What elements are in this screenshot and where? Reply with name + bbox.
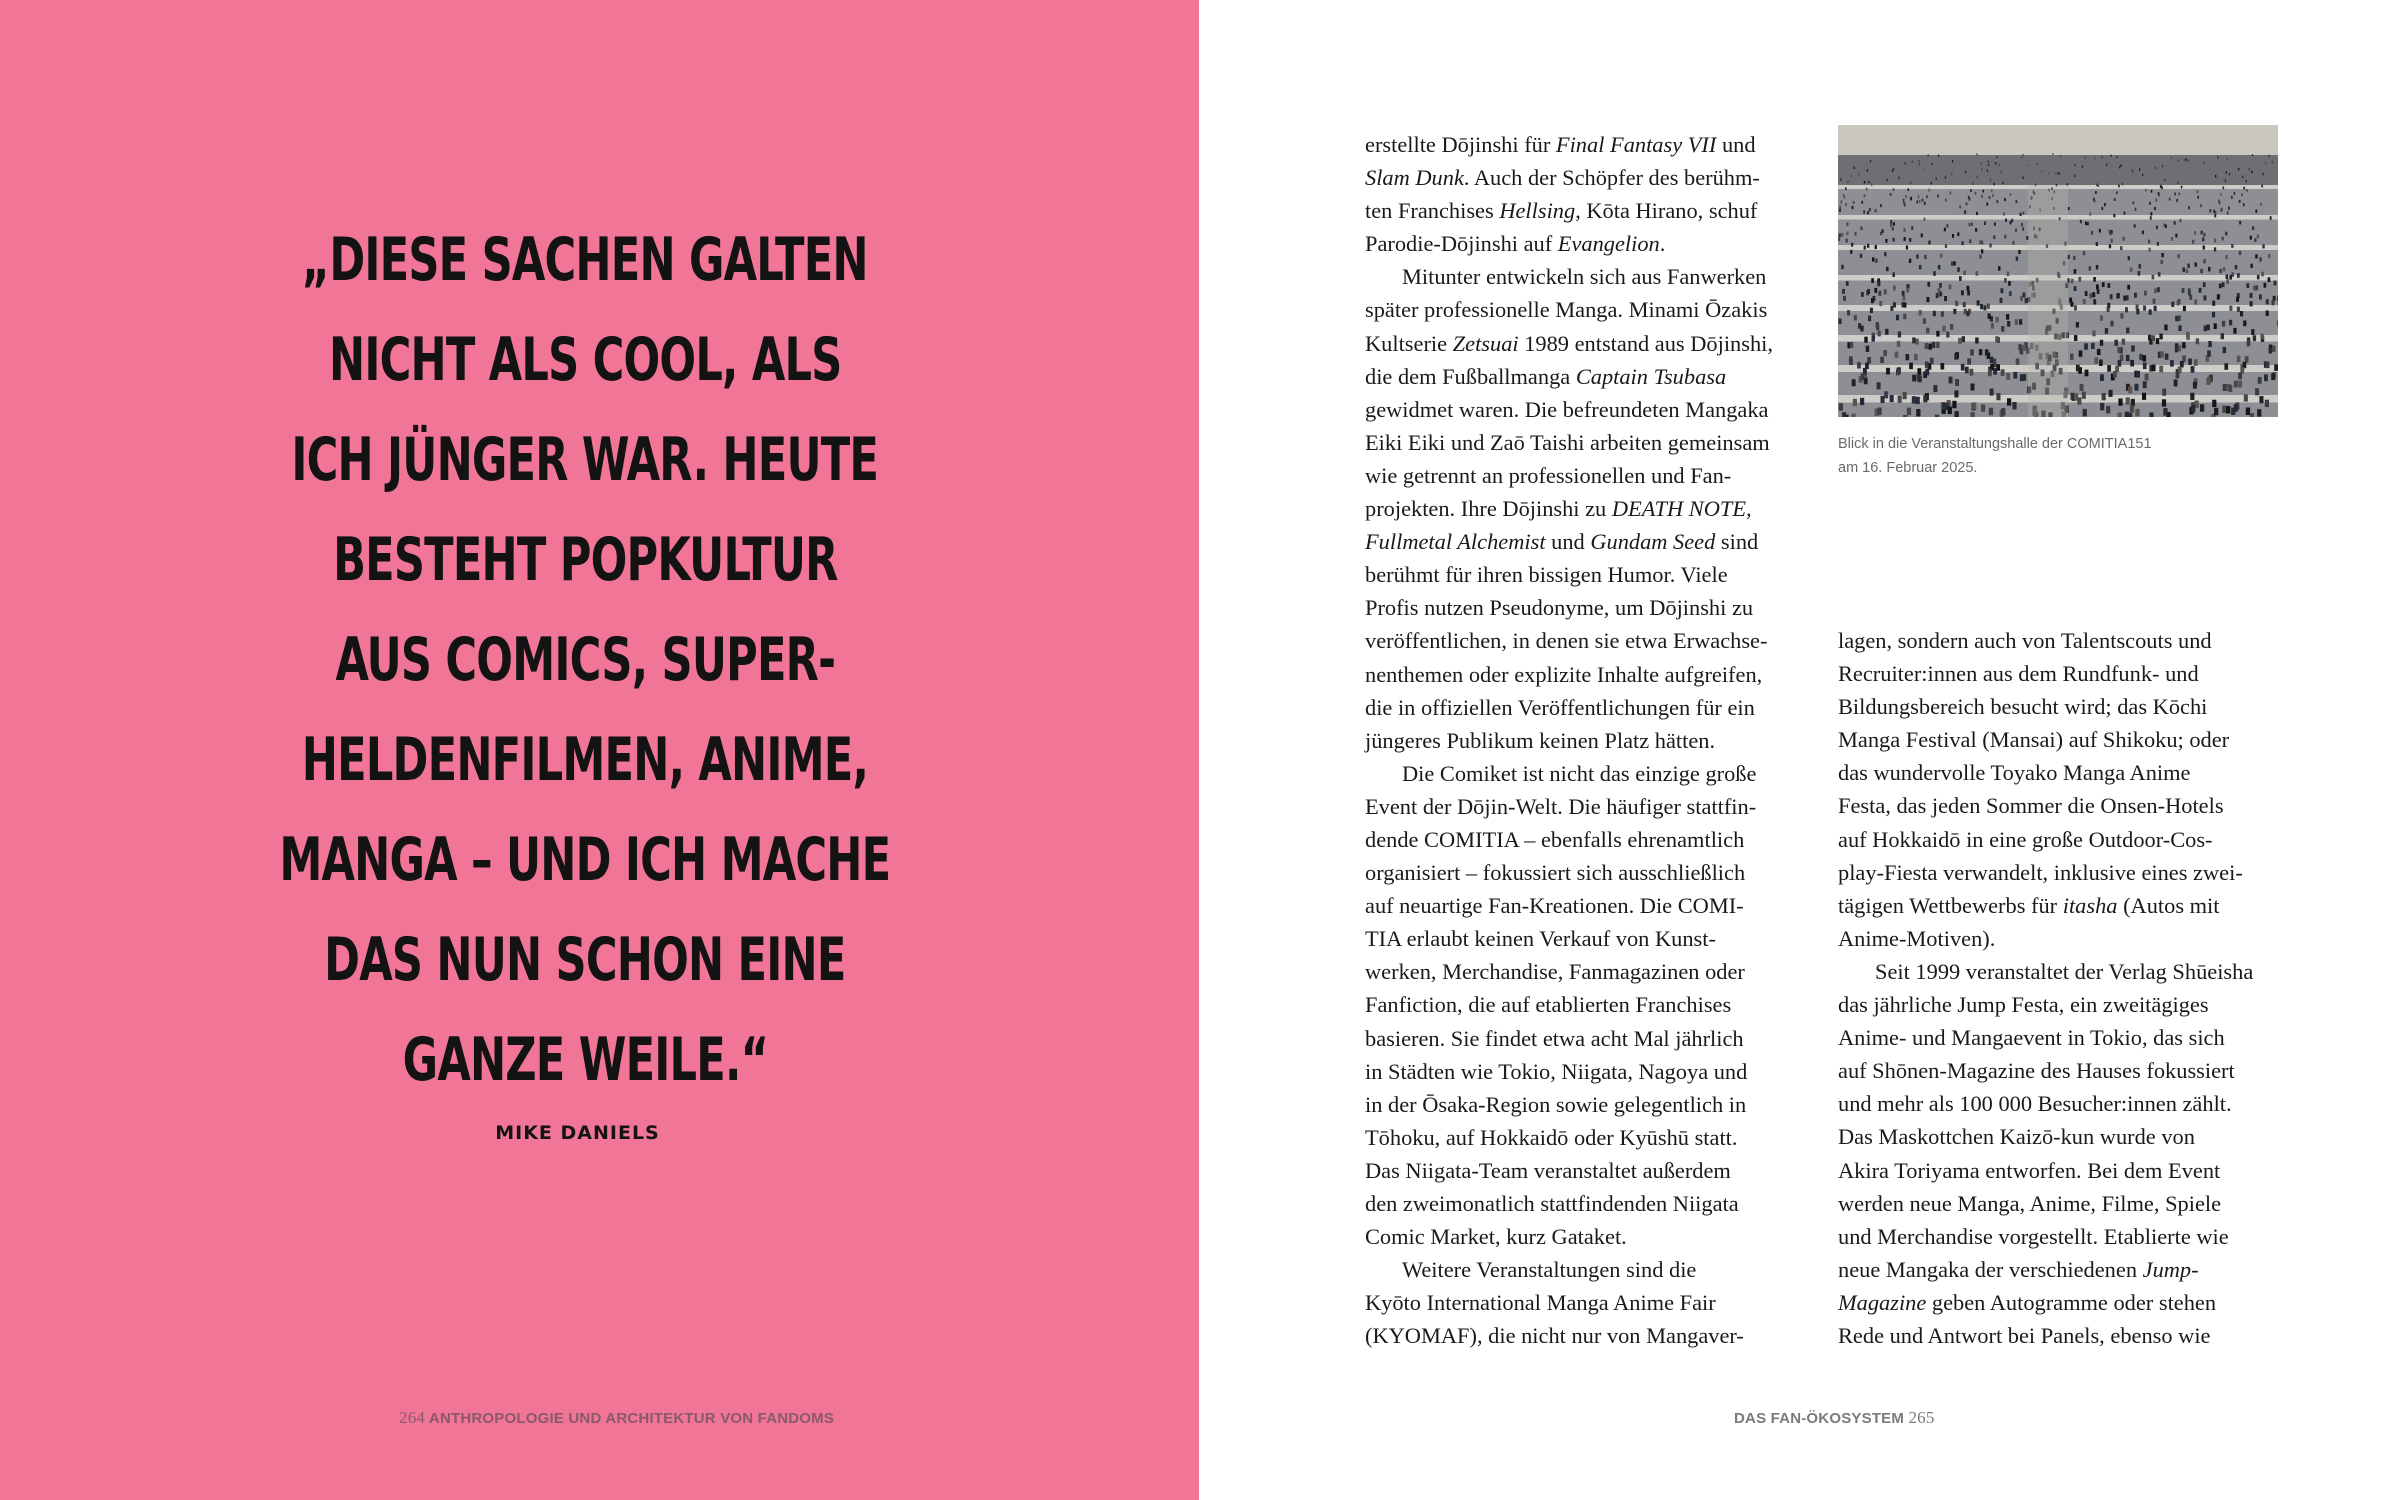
text-run: und [1545, 529, 1591, 555]
text-run: sind [1715, 529, 1759, 555]
body-text-line [1365, 658, 1835, 691]
text-run: gewidmet waren. Die befreundeten Mangaka [1365, 396, 1769, 422]
text-run: Seit 1999 veranstaltet der Verlag Shūeisha [1875, 958, 2254, 984]
body-text-line [1365, 1319, 1835, 1352]
italic-title: DEATH NOTE, [1611, 496, 1752, 522]
body-text-line [1365, 922, 1835, 955]
body-text-line [1365, 823, 1835, 856]
body-text-line [1365, 1220, 1835, 1253]
text-run: Bildungsbereich besucht wird; das Kōchi [1838, 694, 2208, 720]
italic-title: itasha [2062, 892, 2118, 918]
text-run: play-Fiesta verwandelt, inklusive eines zwei- [1838, 859, 2243, 885]
text-run: den zweimonatlich stattfindenden Niigata [1365, 1191, 1739, 1216]
event-hall-photo [1838, 125, 2278, 417]
quote-line: MANGA – UND ICH MACHE [279, 825, 891, 895]
text-run: auf neuartige Fan-Kreationen. Die COMI- [1365, 893, 1744, 919]
body-text-line [1365, 591, 1835, 624]
italic-title: Hellsing [1499, 198, 1576, 224]
body-text-line [1838, 1120, 2308, 1153]
body-text-line [1365, 1253, 1835, 1286]
body-text-line [1365, 1055, 1835, 1088]
text-run: berühmt für ihren bissigen Humor. Viele [1365, 562, 1728, 588]
body-text-line [1365, 459, 1835, 492]
body-text-line [1365, 1121, 1835, 1154]
text-run: die in offiziellen Veröffentlichungen für ein [1365, 694, 1755, 720]
text-column-2 [1838, 624, 2308, 1352]
body-text-line [1838, 1087, 2308, 1120]
quote-line: HELDENFILMEN, ANIME, [301, 725, 869, 795]
body-text-line [1365, 1088, 1835, 1121]
italic-title: Slam Dunk [1365, 165, 1464, 191]
body-text-line [1838, 988, 2308, 1021]
text-run: Festa, das jeden Sommer die Onsen-Hotels [1838, 793, 2224, 819]
text-run: auf Hokkaidō in eine große Outdoor-Cos- [1838, 826, 2213, 852]
text-run: geben Autogramme oder stehen [1926, 1289, 2217, 1315]
body-text-line [1365, 360, 1835, 393]
text-run: basieren. Sie findet etwa acht Mal jährlich [1365, 1025, 1744, 1051]
body-text-line [1838, 823, 2308, 856]
text-run: organisiert – fokussiert sich ausschließlich [1365, 860, 1746, 886]
text-run: und mehr als 100 000 Besucher:innen zählt. [1838, 1091, 2232, 1117]
text-run: Weitere Veranstaltungen sind die [1402, 1257, 1697, 1283]
text-run: . Auch der Schöpfer des berühm- [1463, 165, 1760, 191]
italic-title: Zetsuai [1452, 330, 1519, 356]
text-run: Rede und Antwort bei Panels, ebenso wie [1838, 1322, 2211, 1348]
body-text-line [1365, 194, 1835, 227]
body-text-line [1838, 1253, 2308, 1286]
body-text-line [1838, 1220, 2308, 1253]
text-run: ten Franchises [1365, 198, 1500, 224]
text-run: TIA erlaubt keinen Verkauf von Kunst- [1365, 926, 1716, 952]
body-text-line [1838, 1319, 2308, 1352]
text-run: und Merchandise vorgestellt. Etablierte wie [1838, 1223, 2229, 1249]
text-run: (Autos mit [2117, 892, 2220, 918]
text-run: die dem Fußballmanga [1365, 363, 1576, 389]
text-run: das wundervolle Toyako Manga Anime [1838, 760, 2191, 786]
text-run: Parodie-Dōjinshi auf [1365, 231, 1558, 257]
text-run: , Kōta Hirano, schuf [1575, 198, 1758, 224]
text-run: wie getrennt an professionellen und Fan- [1365, 462, 1732, 488]
text-run: Profis nutzen Pseudonyme, um Dōjinshi zu [1365, 595, 1754, 621]
quote-line: GANZE WEILE.“ [402, 1025, 768, 1095]
body-text-line [1838, 657, 2308, 690]
quote-author: MIKE DANIELS [495, 1122, 660, 1144]
quote-line: „DIESE SACHEN GALTEN [302, 225, 868, 295]
body-text-line [1365, 426, 1835, 459]
body-text-line [1838, 690, 2308, 723]
text-run: jüngeres Publikum keinen Platz hätten. [1365, 727, 1716, 753]
quote-line: ICH JÜNGER WAR. HEUTE [291, 425, 879, 495]
body-text-line [1365, 856, 1835, 889]
body-text-line [1365, 889, 1835, 922]
body-text-line [1365, 1286, 1835, 1319]
body-text-line [1365, 525, 1835, 558]
body-text-line [1365, 790, 1835, 823]
text-run: Kultserie [1365, 330, 1453, 356]
body-text-line [1365, 293, 1835, 326]
text-run: und [1716, 132, 1756, 157]
italic-title: Evangelion [1557, 231, 1660, 257]
body-text-line [1365, 1187, 1835, 1220]
text-run: lagen, sondern auch von Talentscouts und [1838, 628, 2212, 653]
body-text-line [1365, 1154, 1835, 1187]
quote-line: DAS NUN SCHON EINE [324, 925, 846, 995]
text-run: projekten. Ihre Dōjinshi zu [1365, 496, 1612, 522]
body-text-line [1365, 988, 1835, 1021]
body-text-line [1838, 889, 2308, 922]
body-text-line [1365, 1022, 1835, 1055]
text-run: Manga Festival (Mansai) auf Shikoku; oder [1838, 727, 2230, 753]
caption-line: am 16. Februar 2025. [1838, 460, 1978, 476]
quote-line: AUS COMICS, SUPER- [335, 625, 835, 695]
event-hall-photo-image [1838, 125, 2278, 417]
text-run: erstellte Dōjinshi für [1365, 132, 1556, 157]
body-text-line [1838, 789, 2308, 822]
text-run: Mitunter entwickeln sich aus Fanwerken [1402, 264, 1767, 290]
body-text-line [1838, 1054, 2308, 1087]
text-run: neue Mangaka der verschiedenen [1838, 1256, 2143, 1282]
quote-line: BESTEHT POPKULTUR [332, 525, 838, 595]
text-run: werden neue Manga, Anime, Filme, Spiele [1838, 1190, 2222, 1216]
text-run: Recruiter:innen aus dem Rundfunk- und [1838, 661, 2199, 687]
text-run: Kyōto International Manga Anime Fair [1365, 1290, 1716, 1316]
text-run: auf Shōnen-Magazine des Hauses fokussiert [1838, 1058, 2235, 1084]
body-text-line [1838, 955, 2308, 988]
text-run: tägigen Wettbewerbs für [1838, 892, 2063, 918]
body-text-line [1838, 922, 2308, 955]
text-run: werken, Merchandise, Fanmagazinen oder [1365, 959, 1745, 985]
body-text-line [1365, 161, 1835, 194]
body-text-line [1365, 955, 1835, 988]
body-text-line [1838, 1154, 2308, 1187]
italic-title: Jump- [2142, 1256, 2199, 1282]
text-run: veröffentlichen, in denen sie etwa Erwachse- [1365, 628, 1768, 654]
page-number-right: 265 [1908, 1408, 1935, 1427]
text-run: Das Maskottchen Kaizō-kun wurde von [1838, 1124, 2195, 1150]
body-text-line [1838, 624, 2308, 657]
text-run: Anime-Motiven). [1838, 925, 1996, 951]
pull-quote [180, 210, 990, 1110]
text-run: Fanfiction, die auf etablierten Franchises [1365, 992, 1732, 1018]
body-text-line [1838, 856, 2308, 889]
body-text-line [1365, 757, 1835, 790]
text-run: 1989 entstand aus Dōjinshi, [1518, 330, 1773, 356]
text-run: Eiki Eiki und Zaō Taishi arbeiten gemeinsam [1365, 429, 1770, 455]
body-text-line [1838, 1286, 2308, 1319]
body-text-line [1838, 1187, 2308, 1220]
italic-title: Gundam Seed [1590, 529, 1716, 555]
quote-line: NICHT ALS COOL, ALS [328, 325, 842, 395]
running-title-left: ANTHROPOLOGIE UND ARCHITEKTUR VON FANDOMS [428, 1410, 835, 1427]
text-run: Event der Dōjin-Welt. Die häufiger stattfin- [1365, 793, 1757, 819]
body-text-line [1365, 227, 1835, 260]
text-run: . [1659, 231, 1666, 257]
italic-title: Final Fantasy VII [1555, 132, 1717, 157]
text-run: Akira Toriyama entworfen. Bei dem Event [1838, 1157, 2221, 1183]
footer-left [399, 1408, 834, 1428]
text-run: nenthemen oder explizite Inhalte aufgreifen, [1365, 661, 1763, 687]
body-text-line [1838, 1021, 2308, 1054]
body-text-line [1365, 558, 1835, 591]
italic-title: Captain Tsubasa [1575, 363, 1727, 389]
body-text-line [1365, 260, 1835, 293]
italic-title: Fullmetal Alchemist [1365, 529, 1546, 555]
text-run: Comic Market, kurz Gataket. [1365, 1224, 1627, 1250]
footer-right [1734, 1408, 1935, 1428]
body-text-line [1838, 756, 2308, 789]
body-text-line [1365, 128, 1835, 161]
text-run: (KYOMAF), die nicht nur von Mangaver- [1365, 1323, 1744, 1349]
photo-caption [1838, 432, 2278, 480]
text-run: Tōhoku, auf Hokkaidō oder Kyūshū statt. [1365, 1124, 1738, 1150]
caption-line: Blick in die Veranstaltungshalle der COMITIA151 [1838, 436, 2152, 452]
body-text-line [1365, 492, 1835, 525]
left-page [0, 0, 1199, 1500]
text-run: Anime- und Mangaevent in Tokio, das sich [1838, 1025, 2225, 1051]
body-text-line [1365, 327, 1835, 360]
text-run: Das Niigata-Team veranstaltet außerdem [1365, 1157, 1731, 1183]
page-number-left: 264 [399, 1408, 426, 1427]
text-run: in der Ōsaka-Region sowie gelegentlich in [1365, 1091, 1747, 1117]
body-text-line [1365, 724, 1835, 757]
italic-title: Magazine [1838, 1289, 1927, 1315]
text-run: das jährliche Jump Festa, ein zweitägiges [1838, 992, 2209, 1018]
body-text-line [1838, 723, 2308, 756]
text-column-1 [1365, 128, 1835, 1352]
text-run: später professionelle Manga. Minami Ōzakis [1365, 297, 1768, 323]
body-text-line [1365, 624, 1835, 657]
text-run: dende COMITIA – ebenfalls ehrenamtlich [1365, 826, 1745, 852]
body-text-line [1365, 393, 1835, 426]
text-run: Die Comiket ist nicht das einzige große [1402, 760, 1757, 786]
body-text-line [1365, 691, 1835, 724]
text-run: in Städten wie Tokio, Niigata, Nagoya und [1365, 1058, 1748, 1084]
running-title-right: DAS FAN-ÖKOSYSTEM [1734, 1410, 1905, 1427]
